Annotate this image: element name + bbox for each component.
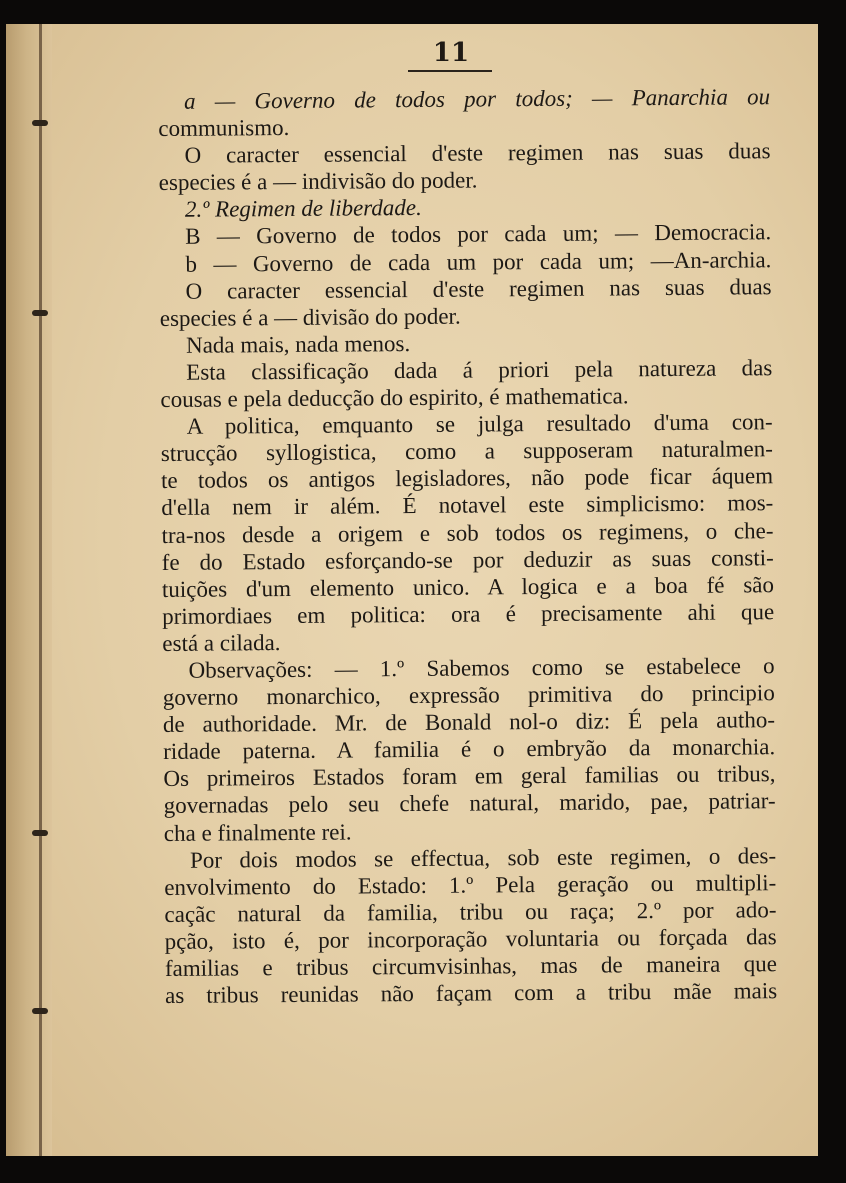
text-line: te todos os antigos legisladores, não pode ficar áquem: [160, 463, 774, 494]
text-line: Esta classificação dada á priori pela natureza das: [186, 355, 773, 385]
text-line: O caracter essencial d'este regimen nas suas duas: [185, 273, 772, 304]
section-heading: 2.º Regimen de liberdade.: [184, 195, 422, 223]
text-line: pção, isto é, por incorporação voluntaria ou forçada das: [164, 924, 777, 954]
text-line: tuições d'um elemento unico. A logica e a boa fé são: [161, 571, 775, 602]
text-line: familias e tribus circumvisinhas, mas de maneira que: [164, 951, 777, 981]
text-line: strucção syllogistica, como a supposeram naturalmen-: [160, 436, 773, 467]
text-line: de authoridade. Mr. de Bonald nol-o diz: É pela autho-: [162, 707, 776, 738]
body-text: [158, 83, 777, 1009]
text-line: ridade paterna. A familia é o embryão da monarchia.: [163, 734, 776, 765]
binding-stitch: [32, 1008, 48, 1014]
binding-line: [39, 24, 42, 1156]
text-line: as tribus reunidas não façam com a tribu mãe mais: [165, 978, 778, 1009]
text-line: cousas e pela deducção do espirito, é mathematica.: [160, 383, 629, 413]
text-line: fe do Estado esforçando-se por deduzir as suas consti-: [161, 544, 774, 575]
text-line: A politica, emquanto se julga resultado d'uma con-: [186, 409, 773, 439]
page-number-rule: [408, 70, 492, 72]
text-line: cha e finalmente rei.: [163, 819, 352, 846]
page-number: 11: [432, 38, 470, 68]
text-line: primordiaes em politica: ora é precisamente ahi que: [162, 598, 775, 629]
text-line: especies é a — divisão do poder.: [159, 303, 461, 331]
text-line: d'ella nem ir além. É notavel este simplicismo: mos-: [161, 490, 774, 521]
text-line: a — Governo de todos por todos; — Panarchia ou: [184, 84, 771, 114]
text-line: tra-nos desde a origem e sob todos os regimens, o che-: [161, 517, 774, 548]
page-gutter: [6, 24, 52, 1156]
text-line: B — Governo de todos por cada um; — Democracia.: [185, 219, 772, 250]
text-line: governadas pelo seu chefe natural, marido, pae, patriar-: [163, 788, 776, 819]
text-line: especies é a — indivisão do poder.: [158, 167, 478, 196]
text-line: O caracter essencial d'este regimen nas suas duas: [184, 138, 771, 168]
text-line: envolvimento do Estado: 1.º Pela geração ou multipli-: [164, 869, 777, 900]
text-line: governo monarchico, expressão primitiva do principio: [162, 680, 775, 711]
text-line: está a cilada.: [162, 629, 281, 656]
text-line: Por dois modos se effectua, sob este regimen, o des-: [189, 842, 777, 873]
text-line: Observações: — 1.º Sabemos como se estabelece o: [188, 653, 775, 683]
text-line: Os primeiros Estados foram em geral familias ou tribus,: [163, 761, 776, 792]
binding-stitch: [32, 830, 48, 836]
binding-stitch: [32, 310, 48, 316]
text-line: Nada mais, nada menos.: [185, 330, 411, 358]
book-page: [6, 24, 818, 1156]
text-line: communismo.: [158, 115, 290, 142]
text-line: b — Governo de cada um por cada um; —An-archia.: [185, 246, 772, 277]
text-line: caçãc natural da familia, tribu ou raça; 2.º por ado-: [164, 896, 777, 927]
binding-stitch: [32, 120, 48, 126]
